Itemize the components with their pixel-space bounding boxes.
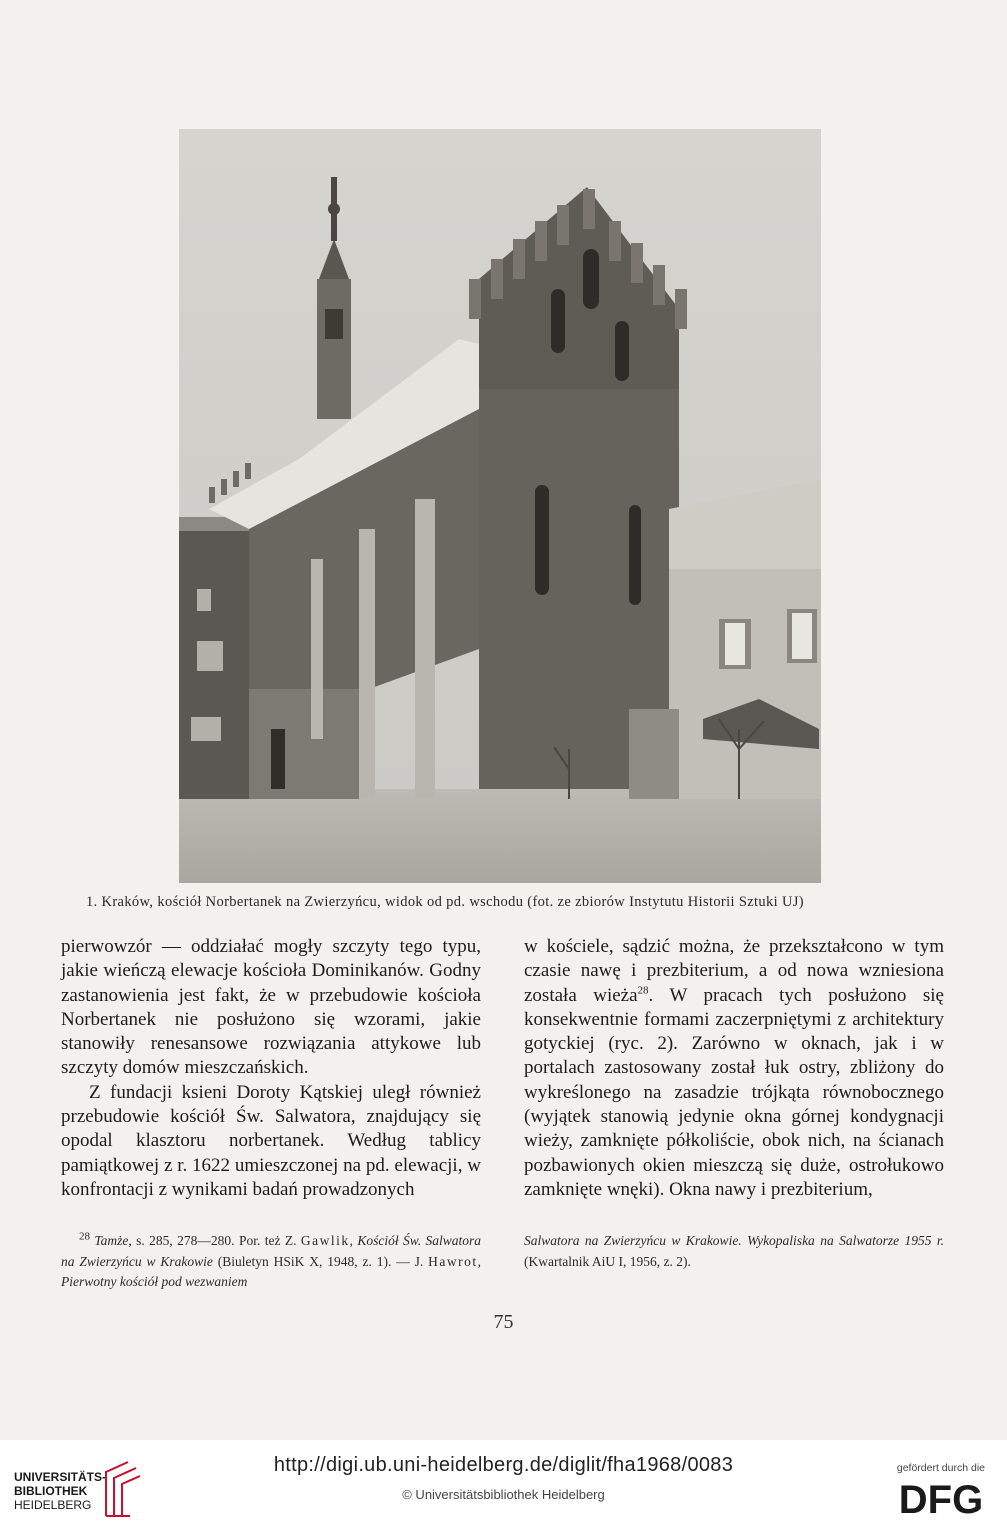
footnote-text: (Kwartalnik AiU I, 1956, z. 2). [524, 1253, 691, 1269]
left-column [61, 935, 481, 1202]
logo-line: UNIVERSITÄTS- [14, 1470, 107, 1484]
footnote-author: Hawrot [428, 1253, 478, 1269]
footnote-ibid: Tamże [94, 1233, 129, 1248]
paragraph-text: w kościele, sądzić można, że przekształcono w tym czasie nawę i prezbiterium, a od nowa wzniesiona została wieża [524, 936, 944, 1006]
copyright-notice: © Universitätsbibliothek Heidelberg [402, 1487, 605, 1502]
dfg-logo[interactable] [893, 1477, 989, 1519]
footnote-reference: 28 [637, 984, 649, 997]
paragraph: Z fundacji ksieni Doroty Kątskiej uległ również przebudowie kościół Św. Salwatora, znajdujący się opodal klasztoru norbertanek. Według tablicy pamiątkowej z r. 1622 umieszczonej na pd. elewacji, w konfrontacji z wynikami badań prowadzonych [61, 1081, 481, 1200]
paragraph: pierwowzór — oddziałać mogły szczyty tego typu, jakie wieńczą elewacje kościoła Dominikanów. Godny zastanowienia jest fakt, że w przebudowie kościoła Norbertanek nie posłużono się wzorami, jakie stanowiły renesansowe rozwiązania attykowe lub szczyty domów mieszczańskich. [61, 936, 481, 1079]
church-photograph [179, 129, 821, 883]
footnote-left [61, 1231, 481, 1293]
right-column [524, 935, 944, 1202]
paragraph-text: . W pracach tych posłużono się konsekwentnie formami zaczerpniętymi z architektury gotyckiej (ryc. 2). Zarówno w oknach, jak i w portalach zastosowany został łuk ostry, zbliżony do wykreślonego na zasadzie trójkąta równobocznego (wyjątek stanowią jedynie okna górnej kondygnacji wieży, zamknięte półkoliście, obok nich, na ścianach pozbawionych okien mieszczą się duże, ostrołukowo zamknięte wnęki). Okna nawy i prezbiterium, [524, 984, 944, 1200]
figure-caption: 1. Kraków, kościół Norbertanek na Zwierzyńcu, widok od pd. wschodu (fot. ze zbiorów Instytutu Historii Sztuki UJ) [86, 894, 804, 910]
footnote-number: 28 [79, 1230, 90, 1243]
footnote-title: Salwatora na Zwierzyńcu w Krakowie. Wykopaliska na Salwatorze 1955 r. [524, 1233, 944, 1248]
logo-line: BIBLIOTHEK [14, 1484, 88, 1498]
footnote-text: , [477, 1253, 481, 1269]
footnote-author: Gawlik [300, 1233, 350, 1248]
logo-line: HEIDELBERG [14, 1498, 92, 1512]
footnote-text: , s. 285, 278—280. Por. też Z. [128, 1233, 301, 1248]
paragraph [524, 935, 944, 1202]
dfg-logo-text: DFG [898, 1478, 984, 1519]
page-url-link[interactable]: http://digi.ub.uni-heidelberg.de/diglit/fha1968/0083 [273, 1454, 734, 1476]
footnote-right [524, 1231, 944, 1272]
digitization-footer [0, 1440, 1007, 1526]
dfg-funding-label: gefördert durch die [896, 1462, 985, 1474]
footnote-text: , [349, 1233, 358, 1248]
church-photograph-icon [179, 129, 821, 883]
footnote-title: Pierwotny kościół pod wezwaniem [61, 1274, 248, 1289]
footnote-title: Kościół Św. Salwatora na Zwierzyńcu w Krakowie [61, 1233, 482, 1269]
footnote-text: (Biuletyn HSiK X, 1948, z. 1). — J. [212, 1253, 429, 1269]
page-number: 75 [493, 1311, 514, 1333]
